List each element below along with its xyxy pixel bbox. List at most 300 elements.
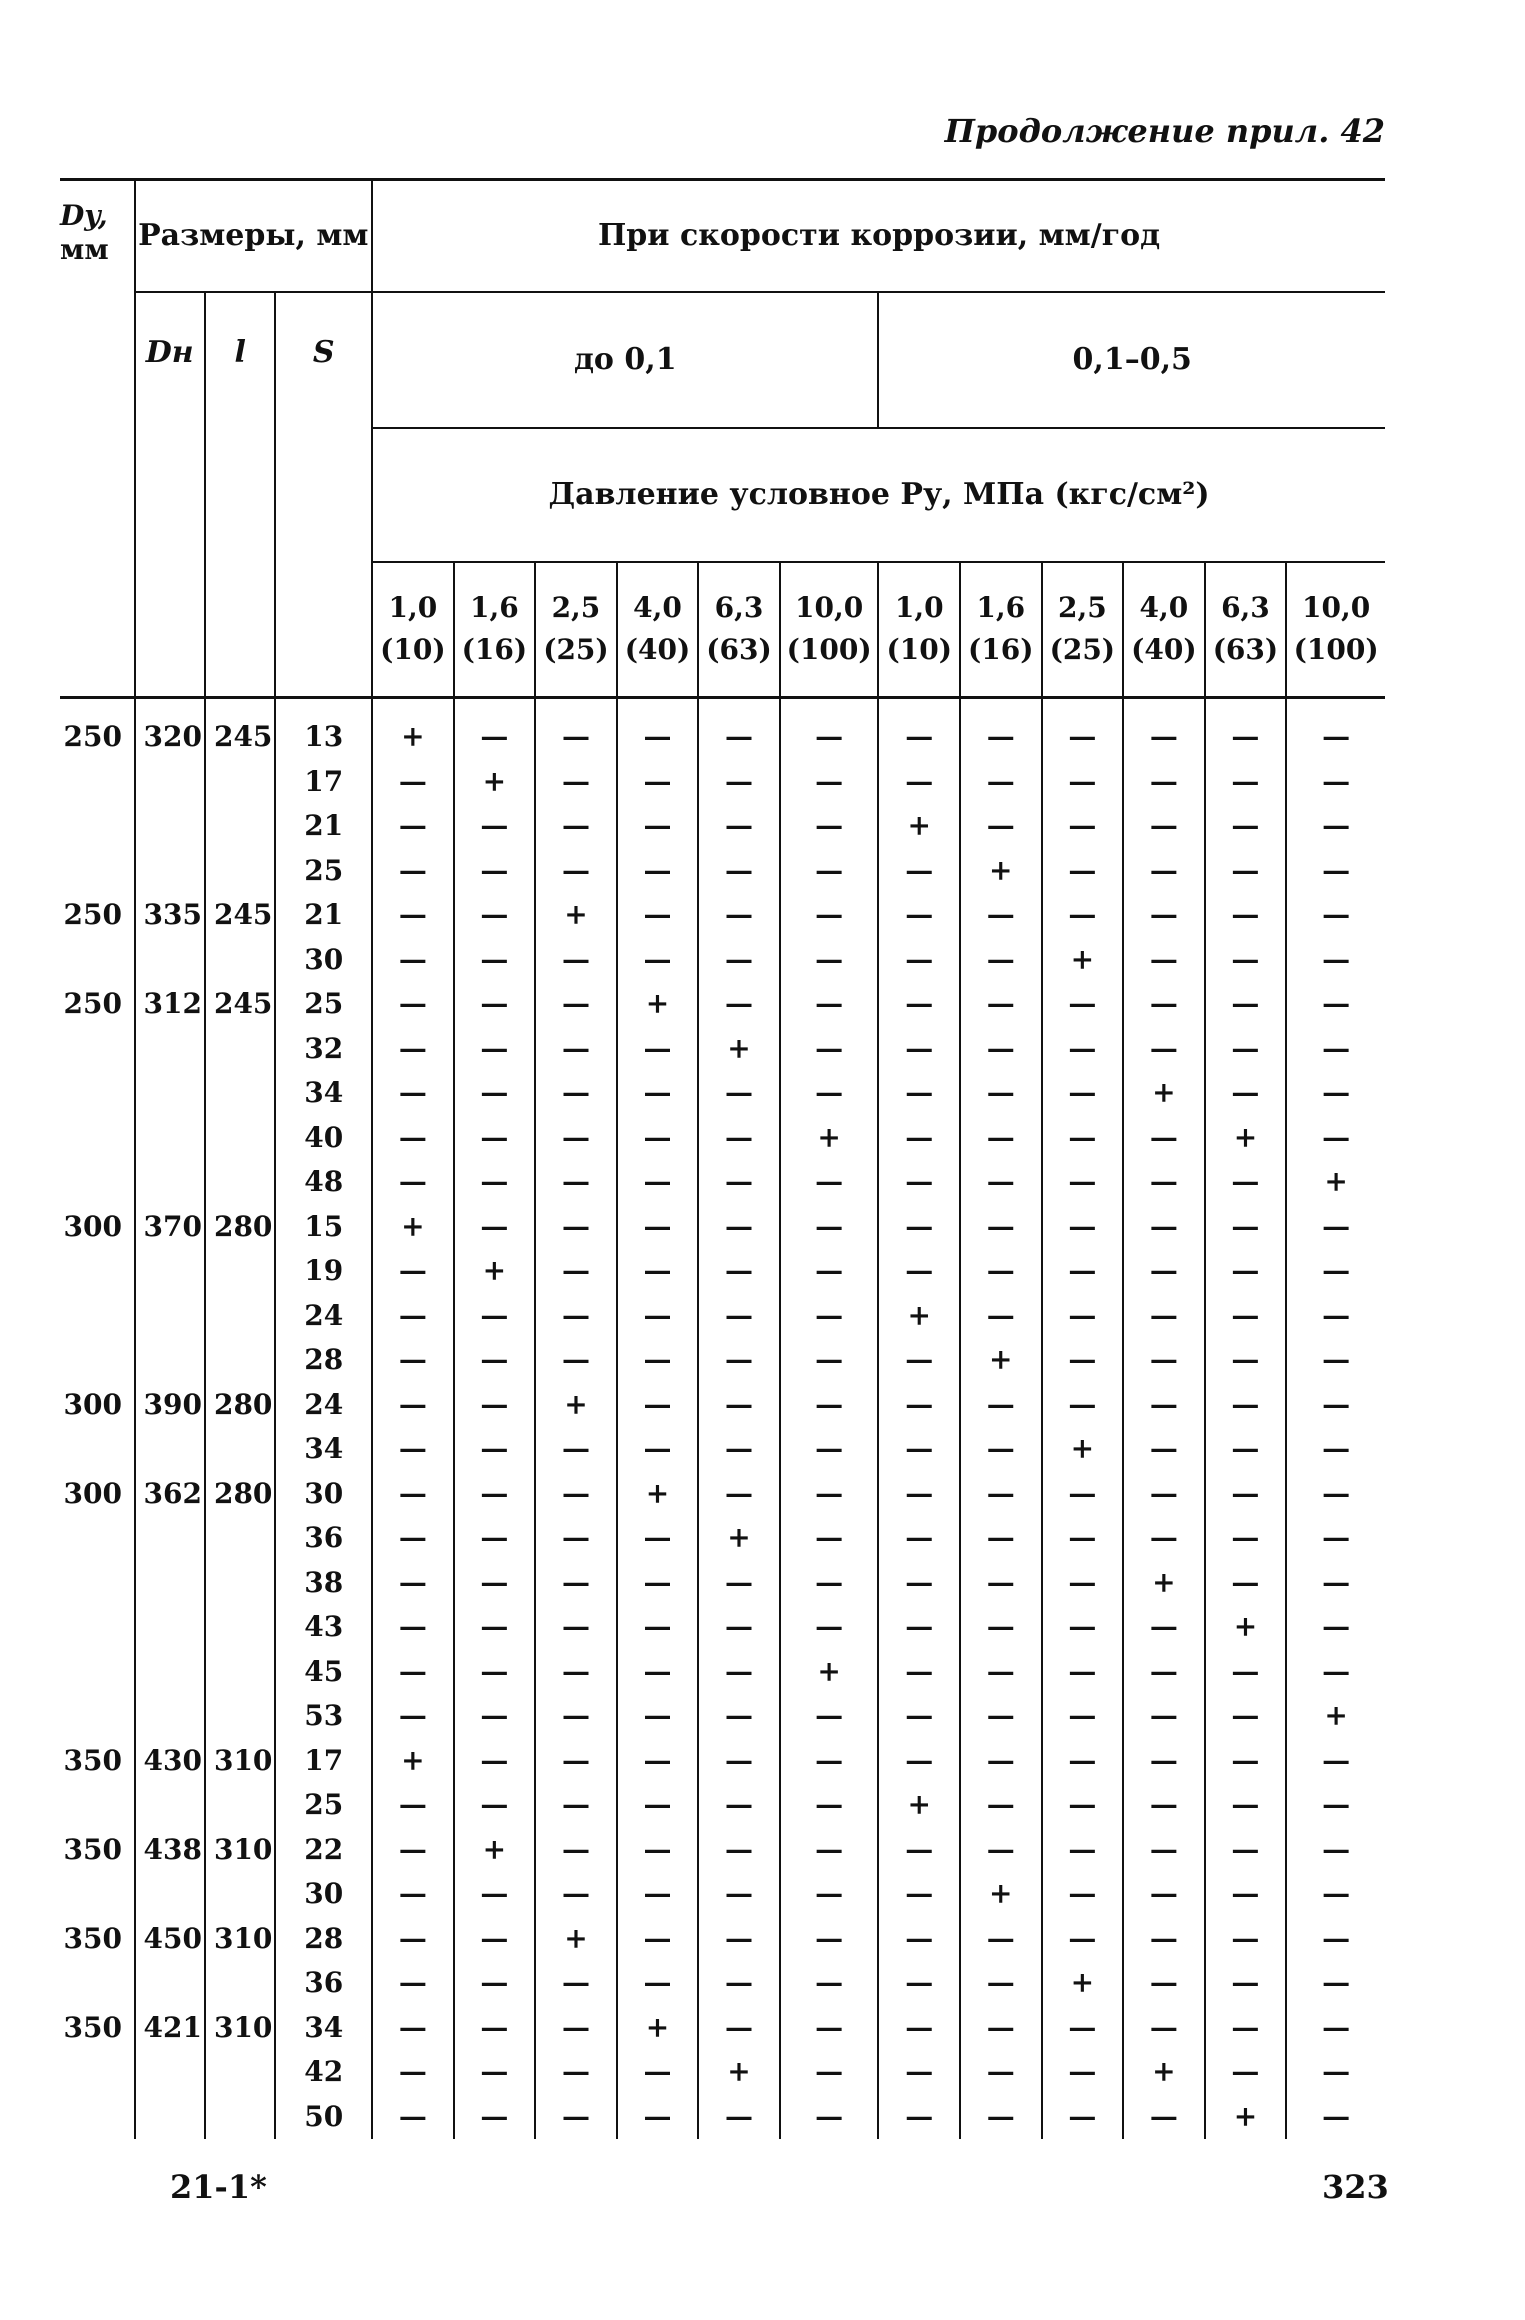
- dn-cell: [135, 1694, 205, 1739]
- not-applicable-mark: —: [535, 982, 617, 1027]
- not-applicable-mark: —: [960, 1383, 1042, 1428]
- pressure-kgf: (10): [886, 633, 952, 667]
- not-applicable-mark: —: [617, 1516, 699, 1561]
- pressure-column-header: [698, 562, 780, 698]
- pressure-column-header: [372, 562, 454, 698]
- not-applicable-mark: —: [1286, 1116, 1385, 1161]
- dn-cell: [135, 1427, 205, 1472]
- not-applicable-mark: —: [535, 1516, 617, 1561]
- dn-cell: 430: [135, 1739, 205, 1784]
- not-applicable-mark: —: [878, 1516, 960, 1561]
- not-applicable-mark: —: [617, 1116, 699, 1161]
- not-applicable-mark: —: [698, 2095, 780, 2140]
- pressure-mpa: 10,0: [1302, 591, 1371, 625]
- l-cell: 245: [205, 698, 275, 760]
- l-cell: [205, 1071, 275, 1116]
- not-applicable-mark: —: [1286, 1872, 1385, 1917]
- not-applicable-mark: —: [535, 1249, 617, 1294]
- not-applicable-mark: —: [878, 2050, 960, 2095]
- not-applicable-mark: —: [1042, 1917, 1124, 1962]
- pressure-column-header: [1286, 562, 1385, 698]
- sizes-header: Размеры, мм: [135, 180, 373, 292]
- not-applicable-mark: —: [535, 1828, 617, 1873]
- dn-cell: 335: [135, 893, 205, 938]
- not-applicable-mark: —: [617, 1961, 699, 2006]
- not-applicable-mark: —: [1286, 1427, 1385, 1472]
- table-row: [60, 1071, 1385, 1116]
- not-applicable-mark: —: [1205, 893, 1287, 938]
- not-applicable-mark: —: [780, 1872, 879, 1917]
- not-applicable-mark: —: [698, 2006, 780, 2051]
- not-applicable-mark: —: [1205, 1694, 1287, 1739]
- not-applicable-mark: —: [454, 1917, 536, 1962]
- not-applicable-mark: —: [1286, 2006, 1385, 2051]
- not-applicable-mark: —: [1205, 1872, 1287, 1917]
- not-applicable-mark: —: [780, 1472, 879, 1517]
- not-applicable-mark: —: [698, 1828, 780, 1873]
- dy-cell: [60, 1605, 135, 1650]
- table-row: [60, 2006, 1385, 2051]
- not-applicable-mark: —: [617, 804, 699, 849]
- not-applicable-mark: —: [372, 1027, 454, 1072]
- applicable-mark: +: [1205, 1116, 1287, 1161]
- not-applicable-mark: —: [372, 1383, 454, 1428]
- table-row: [60, 1917, 1385, 1962]
- dy-cell: 300: [63, 1387, 122, 1421]
- pressure-mpa: 1,6: [470, 591, 519, 625]
- not-applicable-mark: —: [780, 760, 879, 805]
- not-applicable-mark: —: [1286, 760, 1385, 805]
- applicable-mark: +: [1123, 1561, 1205, 1606]
- not-applicable-mark: —: [1205, 1516, 1287, 1561]
- not-applicable-mark: —: [698, 982, 780, 1027]
- s-cell: 34: [275, 1427, 372, 1472]
- not-applicable-mark: —: [780, 982, 879, 1027]
- not-applicable-mark: —: [372, 1338, 454, 1383]
- not-applicable-mark: —: [617, 938, 699, 983]
- dn-cell: 320: [135, 698, 205, 760]
- not-applicable-mark: —: [1286, 1605, 1385, 1650]
- not-applicable-mark: —: [878, 1249, 960, 1294]
- not-applicable-mark: —: [878, 849, 960, 894]
- not-applicable-mark: —: [454, 1605, 536, 1650]
- applicable-mark: +: [878, 804, 960, 849]
- table-row: [60, 1383, 1385, 1428]
- not-applicable-mark: —: [960, 2095, 1042, 2140]
- dy-cell: 250: [63, 898, 122, 932]
- dy-cell: [60, 1561, 135, 1606]
- not-applicable-mark: —: [372, 1872, 454, 1917]
- l-cell: [205, 1561, 275, 1606]
- not-applicable-mark: —: [1205, 1650, 1287, 1695]
- s-cell: 48: [275, 1160, 372, 1205]
- not-applicable-mark: —: [960, 1027, 1042, 1072]
- not-applicable-mark: —: [1286, 982, 1385, 1027]
- not-applicable-mark: —: [780, 2050, 879, 2095]
- table-row: [60, 1739, 1385, 1784]
- rate-high-header: 0,1–0,5: [878, 292, 1385, 428]
- not-applicable-mark: —: [1123, 1961, 1205, 2006]
- l-cell: 310: [205, 1917, 275, 1962]
- l-cell: [205, 1249, 275, 1294]
- not-applicable-mark: —: [1042, 804, 1124, 849]
- l-cell: [205, 1694, 275, 1739]
- s-cell: 25: [275, 1783, 372, 1828]
- dy-cell: [60, 1427, 135, 1472]
- pressure-mpa: 4,0: [633, 591, 682, 625]
- pressure-header: Давление условное Ру, МПа (кгс/см²): [372, 428, 1385, 562]
- applicable-mark: +: [878, 1783, 960, 1828]
- not-applicable-mark: —: [454, 938, 536, 983]
- not-applicable-mark: —: [535, 1160, 617, 1205]
- table-row: [60, 1516, 1385, 1561]
- l-cell: 310: [205, 1828, 275, 1873]
- not-applicable-mark: —: [1042, 1650, 1124, 1695]
- not-applicable-mark: —: [1205, 982, 1287, 1027]
- not-applicable-mark: —: [372, 1561, 454, 1606]
- not-applicable-mark: —: [1042, 1338, 1124, 1383]
- not-applicable-mark: —: [698, 1294, 780, 1339]
- not-applicable-mark: —: [1123, 1917, 1205, 1962]
- not-applicable-mark: —: [1042, 1071, 1124, 1116]
- not-applicable-mark: —: [1286, 893, 1385, 938]
- not-applicable-mark: —: [698, 1427, 780, 1472]
- applicable-mark: +: [878, 1294, 960, 1339]
- applicable-mark: +: [1123, 1071, 1205, 1116]
- pressure-kgf: (40): [1131, 633, 1197, 667]
- running-head: Продолжение прил. 42: [944, 112, 1385, 150]
- pressure-mpa: 6,3: [714, 591, 764, 625]
- not-applicable-mark: —: [454, 1071, 536, 1116]
- applicable-mark: +: [372, 1205, 454, 1250]
- not-applicable-mark: —: [698, 1694, 780, 1739]
- not-applicable-mark: —: [698, 1205, 780, 1250]
- not-applicable-mark: —: [878, 1116, 960, 1161]
- not-applicable-mark: —: [535, 1427, 617, 1472]
- dn-cell: [135, 1338, 205, 1383]
- not-applicable-mark: —: [698, 804, 780, 849]
- table-row: [60, 804, 1385, 849]
- dn-cell: [135, 1783, 205, 1828]
- not-applicable-mark: —: [1205, 1383, 1287, 1428]
- s-cell: 34: [275, 2006, 372, 2051]
- applicable-mark: +: [698, 1516, 780, 1561]
- not-applicable-mark: —: [535, 698, 617, 760]
- not-applicable-mark: —: [780, 938, 879, 983]
- s-cell: 30: [275, 1872, 372, 1917]
- s-header: S: [275, 292, 372, 698]
- table-row: [60, 1338, 1385, 1383]
- not-applicable-mark: —: [1123, 1605, 1205, 1650]
- l-cell: [205, 1516, 275, 1561]
- not-applicable-mark: —: [372, 1605, 454, 1650]
- rate-low-header: до 0,1: [372, 292, 878, 428]
- applicable-mark: +: [960, 849, 1042, 894]
- not-applicable-mark: —: [960, 1961, 1042, 2006]
- dn-cell: [135, 1650, 205, 1695]
- not-applicable-mark: —: [454, 1739, 536, 1784]
- dy-cell: [60, 760, 135, 805]
- dy-cell: [60, 1338, 135, 1383]
- s-cell: 17: [275, 1739, 372, 1784]
- not-applicable-mark: —: [1123, 2006, 1205, 2051]
- dy-cell: 350: [63, 1832, 122, 1866]
- not-applicable-mark: —: [1123, 1783, 1205, 1828]
- s-cell: 43: [275, 1605, 372, 1650]
- not-applicable-mark: —: [878, 1427, 960, 1472]
- not-applicable-mark: —: [960, 760, 1042, 805]
- not-applicable-mark: —: [1123, 1027, 1205, 1072]
- corrosion-table: [60, 178, 1385, 2139]
- l-header: l: [205, 292, 275, 698]
- dy-cell: 300: [63, 1209, 122, 1243]
- not-applicable-mark: —: [1286, 1516, 1385, 1561]
- not-applicable-mark: —: [1123, 1472, 1205, 1517]
- not-applicable-mark: —: [535, 2006, 617, 2051]
- not-applicable-mark: —: [535, 938, 617, 983]
- not-applicable-mark: —: [617, 1561, 699, 1606]
- not-applicable-mark: —: [535, 1027, 617, 1072]
- not-applicable-mark: —: [1286, 698, 1385, 760]
- dn-cell: 312: [135, 982, 205, 1027]
- not-applicable-mark: —: [1042, 1872, 1124, 1917]
- not-applicable-mark: —: [1286, 1071, 1385, 1116]
- not-applicable-mark: —: [372, 1516, 454, 1561]
- l-cell: 245: [205, 893, 275, 938]
- applicable-mark: +: [372, 698, 454, 760]
- dn-cell: [135, 1071, 205, 1116]
- not-applicable-mark: —: [780, 1783, 879, 1828]
- not-applicable-mark: —: [535, 1071, 617, 1116]
- not-applicable-mark: —: [698, 1605, 780, 1650]
- not-applicable-mark: —: [1123, 893, 1205, 938]
- not-applicable-mark: —: [1286, 1472, 1385, 1517]
- pressure-mpa: 1,0: [894, 591, 944, 625]
- s-cell: 15: [275, 1205, 372, 1250]
- not-applicable-mark: —: [1123, 1650, 1205, 1695]
- not-applicable-mark: —: [780, 1427, 879, 1472]
- applicable-mark: +: [1042, 938, 1124, 983]
- s-cell: 32: [275, 1027, 372, 1072]
- applicable-mark: +: [698, 2050, 780, 2095]
- applicable-mark: +: [617, 982, 699, 1027]
- not-applicable-mark: —: [454, 1160, 536, 1205]
- not-applicable-mark: —: [535, 2050, 617, 2095]
- pressure-kgf: (63): [1212, 633, 1279, 667]
- not-applicable-mark: —: [1123, 1383, 1205, 1428]
- pressure-kgf: (63): [706, 633, 772, 667]
- not-applicable-mark: —: [454, 1561, 536, 1606]
- pressure-column-header: [1205, 562, 1287, 698]
- l-cell: [205, 804, 275, 849]
- dn-cell: 450: [135, 1917, 205, 1962]
- not-applicable-mark: —: [617, 1650, 699, 1695]
- table-row: [60, 893, 1385, 938]
- not-applicable-mark: —: [960, 1828, 1042, 1873]
- applicable-mark: +: [1286, 1694, 1385, 1739]
- not-applicable-mark: —: [1042, 1472, 1124, 1517]
- dn-cell: [135, 1872, 205, 1917]
- not-applicable-mark: —: [960, 2050, 1042, 2095]
- s-cell: 24: [275, 1294, 372, 1339]
- s-cell: 25: [275, 982, 372, 1027]
- not-applicable-mark: —: [1205, 1249, 1287, 1294]
- not-applicable-mark: —: [780, 849, 879, 894]
- not-applicable-mark: —: [780, 1694, 879, 1739]
- not-applicable-mark: —: [617, 893, 699, 938]
- not-applicable-mark: —: [698, 1472, 780, 1517]
- not-applicable-mark: —: [878, 1383, 960, 1428]
- not-applicable-mark: —: [698, 1160, 780, 1205]
- table-row: [60, 760, 1385, 805]
- l-cell: [205, 2050, 275, 2095]
- pressure-mpa: 1,0: [388, 591, 438, 625]
- not-applicable-mark: —: [698, 1961, 780, 2006]
- not-applicable-mark: —: [617, 1249, 699, 1294]
- pressure-mpa: 4,0: [1139, 591, 1189, 625]
- not-applicable-mark: —: [454, 1650, 536, 1695]
- applicable-mark: +: [780, 1650, 879, 1695]
- dy-cell: [60, 1116, 135, 1161]
- dn-cell: [135, 1516, 205, 1561]
- not-applicable-mark: —: [1286, 1338, 1385, 1383]
- applicable-mark: +: [372, 1739, 454, 1784]
- not-applicable-mark: —: [780, 1338, 879, 1383]
- table-row: [60, 1160, 1385, 1205]
- not-applicable-mark: —: [878, 982, 960, 1027]
- table-row: [60, 1828, 1385, 1873]
- not-applicable-mark: —: [617, 1338, 699, 1383]
- not-applicable-mark: —: [372, 1116, 454, 1161]
- l-cell: [205, 1027, 275, 1072]
- pressure-mpa: 6,3: [1221, 591, 1270, 625]
- dn-cell: [135, 1160, 205, 1205]
- dy-cell: 250: [63, 987, 122, 1021]
- dy-cell: [60, 1027, 135, 1072]
- dn-header: Dн: [135, 292, 205, 698]
- not-applicable-mark: —: [960, 1783, 1042, 1828]
- l-cell: 245: [205, 982, 275, 1027]
- l-cell: [205, 849, 275, 894]
- not-applicable-mark: —: [960, 1516, 1042, 1561]
- not-applicable-mark: —: [960, 982, 1042, 1027]
- not-applicable-mark: —: [878, 1205, 960, 1250]
- not-applicable-mark: —: [1123, 1116, 1205, 1161]
- table-row: [60, 1472, 1385, 1517]
- not-applicable-mark: —: [372, 1694, 454, 1739]
- pressure-kgf: (25): [543, 633, 609, 667]
- pressure-column-header: [617, 562, 699, 698]
- not-applicable-mark: —: [1286, 1650, 1385, 1695]
- s-cell: 36: [275, 1961, 372, 2006]
- applicable-mark: +: [1205, 2095, 1287, 2140]
- not-applicable-mark: —: [1205, 938, 1287, 983]
- s-cell: 40: [275, 1116, 372, 1161]
- not-applicable-mark: —: [960, 1294, 1042, 1339]
- not-applicable-mark: —: [535, 849, 617, 894]
- not-applicable-mark: —: [960, 1917, 1042, 1962]
- not-applicable-mark: —: [535, 1294, 617, 1339]
- table-row: [60, 1561, 1385, 1606]
- not-applicable-mark: —: [1205, 1917, 1287, 1962]
- applicable-mark: +: [780, 1116, 879, 1161]
- dy-cell: 350: [63, 1921, 122, 1955]
- dn-cell: 438: [135, 1828, 205, 1873]
- s-cell: 50: [275, 2095, 372, 2140]
- dn-cell: 421: [135, 2006, 205, 2051]
- dy-cell: [60, 1650, 135, 1695]
- not-applicable-mark: —: [535, 1961, 617, 2006]
- applicable-mark: +: [1042, 1427, 1124, 1472]
- not-applicable-mark: —: [617, 1383, 699, 1428]
- not-applicable-mark: —: [617, 2050, 699, 2095]
- dy-cell: 350: [63, 2010, 122, 2044]
- dy-cell: [60, 938, 135, 983]
- dy-cell: [60, 1516, 135, 1561]
- dy-cell: [60, 1249, 135, 1294]
- not-applicable-mark: —: [1205, 1472, 1287, 1517]
- not-applicable-mark: —: [617, 1828, 699, 1873]
- not-applicable-mark: —: [960, 1071, 1042, 1116]
- not-applicable-mark: —: [1286, 1783, 1385, 1828]
- not-applicable-mark: —: [878, 1561, 960, 1606]
- not-applicable-mark: —: [1205, 2050, 1287, 2095]
- not-applicable-mark: —: [878, 1961, 960, 2006]
- not-applicable-mark: —: [878, 1027, 960, 1072]
- not-applicable-mark: —: [617, 698, 699, 760]
- not-applicable-mark: —: [960, 1561, 1042, 1606]
- not-applicable-mark: —: [1286, 804, 1385, 849]
- not-applicable-mark: —: [1042, 849, 1124, 894]
- dy-cell: [60, 1694, 135, 1739]
- not-applicable-mark: —: [960, 1160, 1042, 1205]
- not-applicable-mark: —: [372, 1828, 454, 1873]
- not-applicable-mark: —: [960, 1472, 1042, 1517]
- not-applicable-mark: —: [535, 804, 617, 849]
- not-applicable-mark: —: [780, 804, 879, 849]
- dn-cell: [135, 804, 205, 849]
- not-applicable-mark: —: [878, 1338, 960, 1383]
- table-row: [60, 2095, 1385, 2140]
- l-cell: [205, 1338, 275, 1383]
- not-applicable-mark: —: [960, 1427, 1042, 1472]
- not-applicable-mark: —: [1123, 1828, 1205, 1873]
- not-applicable-mark: —: [698, 1383, 780, 1428]
- applicable-mark: +: [617, 2006, 699, 2051]
- l-cell: 280: [205, 1383, 275, 1428]
- not-applicable-mark: —: [372, 1917, 454, 1962]
- not-applicable-mark: —: [780, 1383, 879, 1428]
- not-applicable-mark: —: [1123, 1338, 1205, 1383]
- not-applicable-mark: —: [878, 1650, 960, 1695]
- l-cell: [205, 938, 275, 983]
- not-applicable-mark: —: [780, 1249, 879, 1294]
- not-applicable-mark: —: [698, 1116, 780, 1161]
- not-applicable-mark: —: [617, 1027, 699, 1072]
- not-applicable-mark: —: [780, 1205, 879, 1250]
- not-applicable-mark: —: [535, 2095, 617, 2140]
- not-applicable-mark: —: [372, 893, 454, 938]
- not-applicable-mark: —: [454, 1783, 536, 1828]
- pressure-kgf: (10): [380, 633, 446, 667]
- applicable-mark: +: [535, 893, 617, 938]
- not-applicable-mark: —: [372, 1961, 454, 2006]
- not-applicable-mark: —: [372, 2095, 454, 2140]
- not-applicable-mark: —: [698, 849, 780, 894]
- dn-cell: [135, 1961, 205, 2006]
- table-row: [60, 1294, 1385, 1339]
- not-applicable-mark: —: [1042, 760, 1124, 805]
